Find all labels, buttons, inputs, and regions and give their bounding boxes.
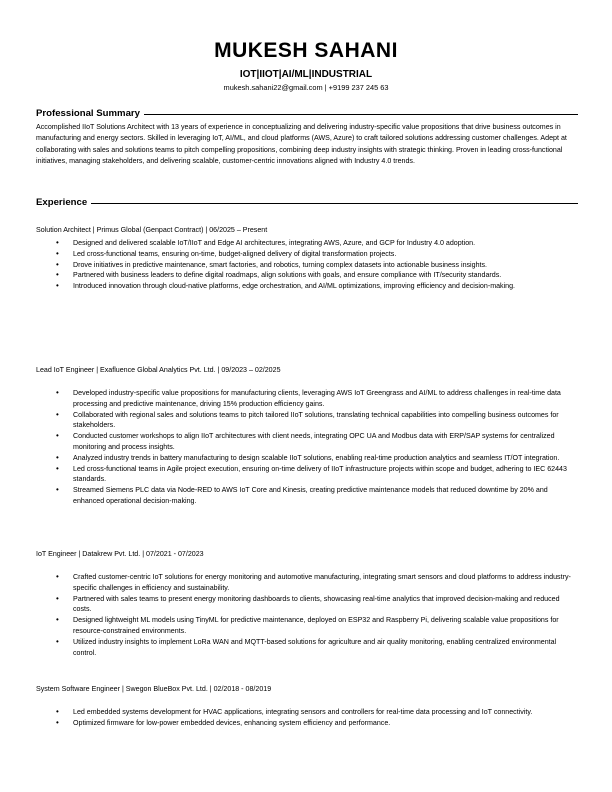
job-bullet: • Optimized firmware for low-power embedded devices, enhancing system efficiency and performance. <box>56 718 578 729</box>
experience-divider <box>91 203 578 204</box>
summary-divider <box>144 114 578 115</box>
experience-heading <box>36 197 578 209</box>
job-title: System Software Engineer | Swegon BlueBox Pvt. Ltd. | 02/2018 - 08/2019 <box>36 685 272 693</box>
job-title: Solution Architect | Primus Global (Genpact Contract) | 06/2025 – Present <box>36 226 268 234</box>
job-title: Lead IoT Engineer | Exafluence Global Analytics Pvt. Ltd. | 09/2023 – 02/2025 <box>36 366 281 374</box>
job-bullet: • Designed and delivered scalable IoT/IIoT and Edge AI architectures, integrating AWS, Azure, and GCP for Industry 4.0 adoption. <box>56 238 578 249</box>
job-bullet: • Designed lightweight ML models using TinyML for predictive maintenance, deployed on ESP32 and Raspberry Pi, delivering scalable value propositions for resource-constrained environments. <box>56 615 578 637</box>
candidate-name: MUKESH SAHANI <box>214 39 398 62</box>
summary-paragraph: Accomplished IIoT Solutions Architect with 13 years of experience in conceptualizing and delivering industry-specific value propositions that drive business outcomes in manufacturing and energy sectors. Skilled in leveraging IoT, AI/ML, and cloud platforms (AWS, Azure) to craft tailored solutions addressing customer challenges. Adept at collaborating with sales and solutions teams to pitch compelling propositions, combining deep industry insights with strategic thinking. Proven in leading cross-functional initiatives, managing stakeholders, and delivering scalable, customer-centric innovations aligned with Industry 4.0 trends. <box>36 123 567 165</box>
summary-heading <box>36 108 578 120</box>
job-title: IoT Engineer | Datakrew Pvt. Ltd. | 07/2021 - 07/2023 <box>36 550 204 558</box>
job-bullet: • Analyzed industry trends in battery manufacturing to design scalable IIoT solutions, enabling real-time production analytics and seamless IT/OT integration. <box>56 453 578 464</box>
job-bullet: • Partnered with business leaders to define digital roadmaps, align solutions with goals, and ensure compliance with IT/security standards. <box>56 270 578 281</box>
job-bullet: • Led cross-functional teams in Agile project execution, ensuring on-time delivery of IIoT infrastructure projects within scope and budget, adhering to IEC 62443 standards. <box>56 464 578 486</box>
job-bullet: • Utilized industry insights to implement LoRa WAN and MQTT-based solutions for agriculture and air quality monitoring, enabling centralized environmental control. <box>56 637 578 659</box>
job-bullet: • Developed industry-specific value propositions for manufacturing clients, leveraging AWS IoT Greengrass and AI/ML to address challenges in real-time data processing and predictive maintenance, driving 15% production efficiency gains. <box>56 388 578 410</box>
job-bullet: • Introduced innovation through cloud-native platforms, edge orchestration, and AI/ML optimizations, improving efficiency and decision-making. <box>56 281 578 292</box>
job-bullet: • Led embedded systems development for HVAC applications, integrating sensors and controllers for real-time data processing and IoT connectivity. <box>56 707 578 718</box>
job-bullet-list <box>56 388 578 507</box>
job-bullet: • Collaborated with regional sales and solutions teams to pitch tailored IIoT solutions, translating technical capabilities into compelling business outcomes for stakeholders. <box>56 410 578 432</box>
job-bullet: • Led cross-functional teams, ensuring on-time, budget-aligned delivery of digital transformation projects. <box>56 249 578 260</box>
job-bullet: • Streamed Siemens PLC data via Node-RED to AWS IoT Core and Kinesis, creating predictive maintenance models that reduced downtime by 20% and enhanced operational decision-making. <box>56 485 578 507</box>
job-bullet: • Crafted customer-centric IoT solutions for energy monitoring and automotive manufacturing, integrating smart sensors and cloud platforms to address industry-specific challenges in efficiency and sustainability. <box>56 572 578 594</box>
contact-info: mukesh.sahani22@gmail.com | +9199 237 245 63 <box>223 83 389 92</box>
job-bullet: • Drove initiatives in predictive maintenance, smart factories, and robotics, turning complex datasets into actionable business insights. <box>56 260 578 271</box>
job-bullet-list <box>56 707 578 729</box>
job-bullet: • Conducted customer workshops to align IIoT architectures with client needs, integrating OPC UA and Modbus data with ERP/SAP systems for centralized monitoring and process insights. <box>56 431 578 453</box>
job-bullet-list <box>56 238 578 292</box>
job-bullet: • Partnered with sales teams to present energy monitoring dashboards to clients, showcasing real-time analytics that improved decision-making and reduced costs. <box>56 594 578 616</box>
job-bullet-list <box>56 572 578 658</box>
tagline: IOT|IIOT|AI/ML|INDUSTRIAL <box>239 69 373 80</box>
summary-heading-text: Professional Summary <box>36 108 140 119</box>
experience-heading-text: Experience <box>36 197 88 208</box>
